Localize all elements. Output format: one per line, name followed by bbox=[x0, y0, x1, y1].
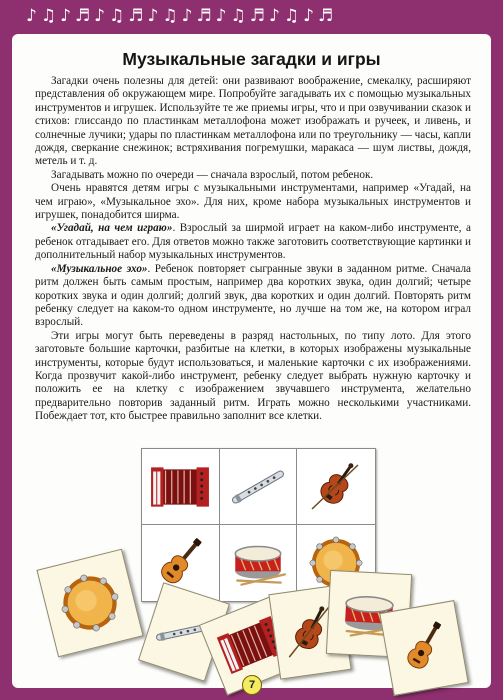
board-cell-flute bbox=[220, 449, 298, 525]
guitar-icon bbox=[390, 614, 457, 681]
paragraph-intro: Загадки очень полезны для детей: они развивают воображение, смекалку, расширяют представления об окружающем мире. Попробуйте загадывать их с помощью музыкальных инструментов и игрушек. Используйте те же приемы игры, что и при озвучивании сказок и стихов: глиссандо по пластинкам металлофона может изображать и ручеек, и ливень, и солнечные лучики; удары по пластинкам металлофона или по треугольнику — часы, капли дождя, сверкание снежинок; встряхивания погремушки, маракаса — шум листвы, дождя, метель и т. д. bbox=[35, 75, 471, 168]
music-notes-border: ♪♫♪♬♪♫♬♪♫♪♬♪♫♬♪♫♪♬ bbox=[26, 6, 338, 26]
game-echo-name: «Музыкальное эхо» bbox=[51, 262, 148, 275]
flute-icon bbox=[227, 461, 289, 513]
page-number: 7 bbox=[242, 675, 262, 695]
article-text bbox=[35, 75, 471, 424]
card-tambourine[interactable] bbox=[36, 549, 143, 658]
card-guitar[interactable] bbox=[379, 600, 468, 696]
page bbox=[12, 34, 491, 688]
paragraph-games: Очень нравятся детям игры с музыкальными инструментами, например «Угадай, на чем играю», «Музыкальное эхо». Для них, кроме набора музыкальных инструментов и игрушек, понадобится ширма. bbox=[35, 182, 471, 222]
board-cell-violin bbox=[297, 449, 375, 525]
tambourine-icon bbox=[51, 564, 129, 642]
game-guess-text: . Взрослый за ширмой играет на каком-либо инструменте, а ребенок отгадывает его. Для ответов можно также заготовить соответствующие картинки и дополнительный набор музыкальных инструментов. bbox=[35, 222, 472, 262]
page-title: Музыкальные загадки и игры bbox=[122, 49, 381, 69]
guitar-icon bbox=[150, 533, 210, 593]
drum-icon bbox=[227, 537, 289, 589]
accordion-icon bbox=[149, 461, 211, 513]
paragraph-game-guess bbox=[35, 222, 471, 262]
board-cell-accordion bbox=[142, 449, 220, 525]
game-echo-text: . Ребенок повторяет сыгранные звуки в заданном ритме. Сначала ритм должен быть самым простым, например два коротких звука, один долгий; четыре коротких звука и один долгий; долгий звук, два коротких и один долгий. Повторять ритм ребенку следует на каком-то одном инструменте, но лучше на том же, на котором играл взрослый. bbox=[35, 262, 471, 329]
game-guess-name: «Угадай, на чем играю» bbox=[51, 222, 173, 235]
paragraph-lotto: Эти игры могут быть переведены в разряд настольных, по типу лото. Для этого заготовьте большие карточки, разбитые на клетки, в которых изображены музыкальные инструменты, которые будут использоваться, и маленькие карточки с их изображениями. Когда прозвучит какой-либо инструмент, ребенку следует выбрать нужную карточку и положить ее на клетку с изображением звучавшего инструмента, желательно предварительно повторив заданный ритм. Играть можно несколькими участниками. Побеждает тот, кто быстрее правильно заполнит все клетки. bbox=[35, 329, 471, 423]
violin-icon bbox=[306, 457, 366, 517]
paragraph-game-echo bbox=[35, 263, 471, 330]
paragraph-turns: Загадывать можно по очереди — сначала взрослый, потом ребенок. bbox=[51, 168, 374, 181]
board-cell-drum bbox=[220, 525, 298, 601]
